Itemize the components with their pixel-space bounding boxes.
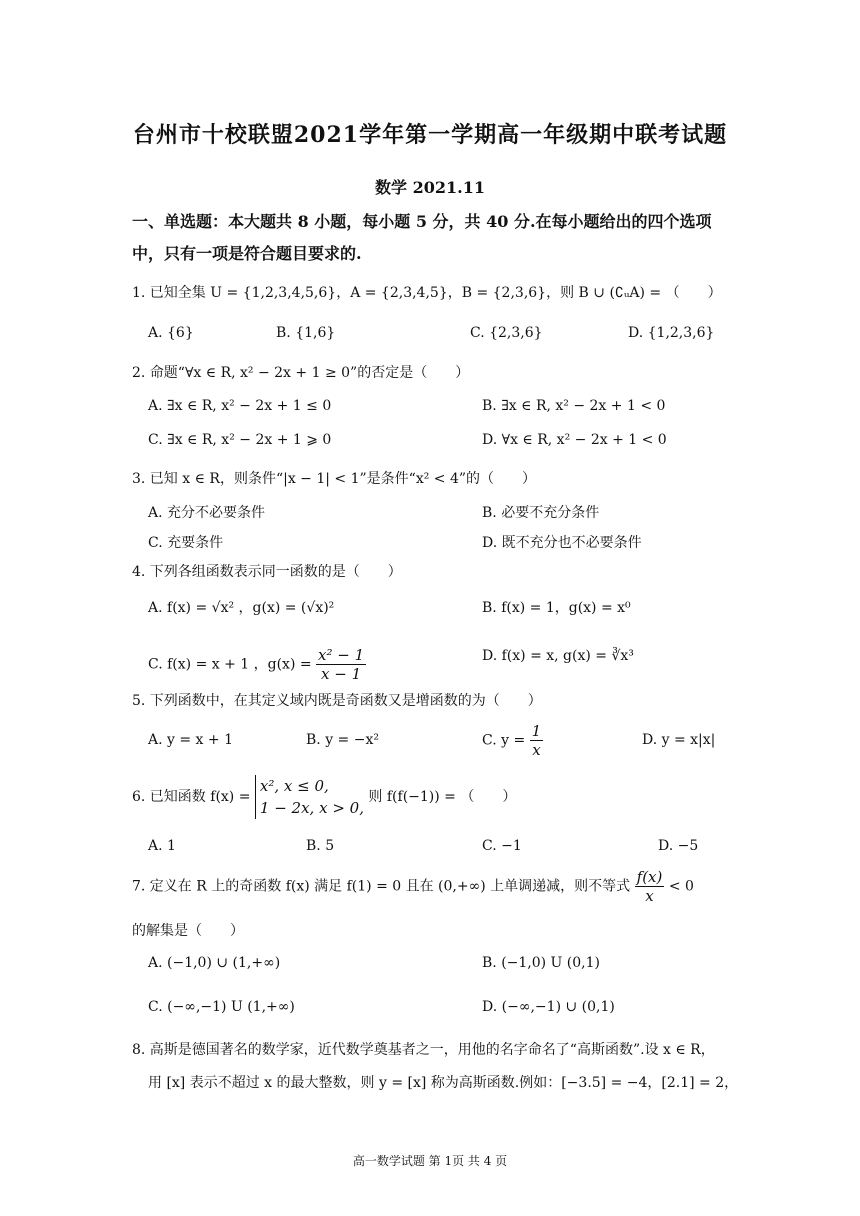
question-7-option-d: D. (−∞,−1) ∪ (0,1) bbox=[482, 999, 615, 1015]
question-1-stem: 1. 已知全集 U = {1,2,3,4,5,6}，A = {2,3,4,5}，B = {2,3,6}，则 B ∪ (∁ᵤA) = （ ） bbox=[132, 285, 722, 301]
question-6-option-c: C. −1 bbox=[482, 838, 522, 854]
exam-subtitle: 数学 2021.11 bbox=[375, 178, 485, 197]
question-8-stem: 8. 高斯是德国著名的数学家，近代数学奠基者之一，用他的名字命名了“高斯函数”.设 x ∈ R， bbox=[132, 1042, 715, 1058]
question-5-option-c-text: C. y = bbox=[482, 732, 526, 749]
question-7-fraction-numerator: f(x) bbox=[636, 868, 663, 886]
page-footer: 高一数学试题 第 1页 共 4 页 bbox=[352, 1154, 508, 1168]
question-7-stem-line-2: 的解集是（ ） bbox=[132, 923, 244, 939]
question-6-piecewise bbox=[255, 775, 364, 819]
question-5-fraction-numerator: 1 bbox=[531, 722, 542, 740]
question-4-option-b: B. f(x) = 1，g(x) = x⁰ bbox=[482, 600, 631, 616]
question-5-option-a: A. y = x + 1 bbox=[148, 732, 233, 748]
question-7-fraction bbox=[635, 868, 665, 905]
question-4-fraction bbox=[316, 646, 366, 683]
question-4-option-a: A. f(x) = √x² ，g(x) = (√x)² bbox=[148, 600, 335, 616]
question-7-option-c: C. (−∞,−1) U (1,+∞) bbox=[148, 999, 295, 1015]
question-6-option-b: B. 5 bbox=[306, 838, 335, 854]
question-6-option-a: A. 1 bbox=[148, 838, 176, 854]
question-6-option-d: D. −5 bbox=[658, 838, 699, 854]
question-3-stem: 3. 已知 x ∈ R，则条件“|x − 1| < 1”是条件“x² < 4”的（ ） bbox=[132, 471, 537, 487]
question-1-option-b: B. {1,6} bbox=[276, 325, 336, 341]
question-1-option-c: C. {2,3,6} bbox=[470, 325, 543, 341]
question-5-option-d: D. y = x|x| bbox=[642, 732, 716, 748]
question-2-option-d: D. ∀x ∈ R, x² − 2x + 1 < 0 bbox=[482, 432, 667, 448]
question-6-stem bbox=[132, 775, 516, 819]
question-6-case-1: x², x ≤ 0, bbox=[259, 777, 329, 795]
question-4-option-c bbox=[148, 646, 366, 683]
section-heading bbox=[132, 206, 732, 270]
question-7-stem bbox=[132, 868, 694, 905]
question-6-stem-pre: 6. 已知函数 f(x) = bbox=[132, 789, 251, 805]
question-2-option-c: C. ∃x ∈ R, x² − 2x + 1 ⩾ 0 bbox=[148, 432, 332, 448]
question-8-stem-line-2: 用 [x] 表示不超过 x 的最大整数，则 y = [x] 称为高斯函数.例如：[−3.5] = −4，[2.1] = 2， bbox=[148, 1075, 739, 1091]
question-5-fraction-denominator: x bbox=[532, 741, 541, 759]
question-5-option-b: B. y = −x² bbox=[306, 732, 379, 748]
section-line-1: 一、单选题：本大题共 8 小题，每小题 5 分，共 40 分.在每小题给出的四个选项 bbox=[132, 212, 712, 231]
question-7-option-b: B. (−1,0) U (0,1) bbox=[482, 955, 600, 971]
question-7-stem-tail: < 0 bbox=[668, 878, 694, 895]
question-1-option-d: D. {1,2,3,6} bbox=[628, 325, 715, 341]
question-1-option-a: A. {6} bbox=[148, 325, 194, 341]
question-5-option-c bbox=[482, 722, 543, 759]
question-6-case-2: 1 − 2x, x > 0, bbox=[259, 799, 364, 817]
question-6-stem-post: 则 f(f(−1)) = （ ） bbox=[368, 789, 517, 805]
question-4-option-d: D. f(x) = x, g(x) = ∛x³ bbox=[482, 648, 634, 664]
question-5-fraction bbox=[530, 722, 544, 759]
question-3-option-c: C. 充要条件 bbox=[148, 535, 224, 551]
question-3-option-d: D. 既不充分也不必要条件 bbox=[482, 535, 642, 551]
question-3-option-a: A. 充分不必要条件 bbox=[148, 505, 266, 521]
section-line-2: 中，只有一项是符合题目要求的. bbox=[132, 244, 362, 263]
question-4-stem: 4. 下列各组函数表示同一函数的是（ ） bbox=[132, 564, 402, 580]
question-4-option-c-text: C. f(x) = x + 1 ，g(x) = bbox=[148, 656, 312, 673]
question-3-option-b: B. 必要不充分条件 bbox=[482, 505, 600, 521]
question-5-stem: 5. 下列函数中，在其定义域内既是奇函数又是增函数的为（ ） bbox=[132, 693, 542, 709]
question-4-fraction-numerator: x² − 1 bbox=[318, 646, 365, 664]
question-2-option-b: B. ∃x ∈ R, x² − 2x + 1 < 0 bbox=[482, 398, 666, 414]
question-7-stem-text: 7. 定义在 R 上的奇函数 f(x) 满足 f(1) = 0 且在 (0,+∞) 上单调递减，则不等式 bbox=[132, 878, 631, 895]
question-4-fraction-denominator: x − 1 bbox=[321, 665, 362, 683]
question-2-stem: 2. 命题“∀x ∈ R, x² − 2x + 1 ≥ 0”的否定是（ ） bbox=[132, 365, 470, 381]
question-7-option-a: A. (−1,0) ∪ (1,+∞) bbox=[148, 955, 281, 971]
question-2-option-a: A. ∃x ∈ R, x² − 2x + 1 ≤ 0 bbox=[148, 398, 332, 414]
exam-title: 台州市十校联盟2021学年第一学期高一年级期中联考试题 bbox=[132, 122, 728, 148]
question-7-fraction-denominator: x bbox=[645, 887, 654, 905]
